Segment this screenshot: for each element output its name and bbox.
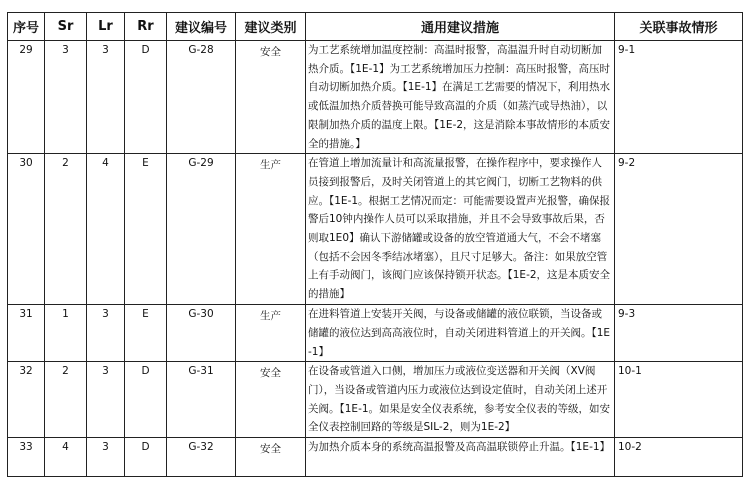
header-row	[8, 13, 743, 41]
cell-lr: 3	[87, 362, 125, 438]
header-sr: Sr	[45, 13, 87, 41]
header-lr: Lr	[87, 13, 125, 41]
table-row	[8, 305, 743, 362]
cell-no: 30	[8, 154, 45, 305]
cell-measure: 在管道上增加流量计和高流量报警，在操作程序中，要求操作人员接到报警后，及时关闭管道上的其它阀门，切断工艺物料的供应。【1E-1。根据工艺情况而定：可能需要设置声光报警，确保报警后10钟内操作人员可以采取措施，并且不会导致事故后果，否则取1E0】确认下游储罐或设备的放空管道通大气，不会不堵塞（包括不会因冬季结冰堵塞），且尺寸足够大。备注：如果放空管上有手动阀门，该阀门应该保持锁开状态。【1E-2，这是本质安全的措施】	[306, 154, 615, 305]
cell-lr: 3	[87, 41, 125, 154]
cell-scenario: 9-1	[615, 41, 743, 154]
header-no: 序号	[8, 13, 45, 41]
recommendation-table	[7, 12, 743, 477]
cell-sr: 2	[45, 154, 87, 305]
cell-code: G-32	[167, 438, 236, 477]
cell-scenario: 10-1	[615, 362, 743, 438]
cell-no: 31	[8, 305, 45, 362]
header-category: 建议类别	[236, 13, 306, 41]
cell-category: 生产	[236, 154, 306, 305]
cell-category: 生产	[236, 305, 306, 362]
table-row	[8, 154, 743, 305]
cell-rr: D	[125, 41, 167, 154]
cell-category: 安全	[236, 41, 306, 154]
cell-no: 33	[8, 438, 45, 477]
header-measure: 通用建议措施	[306, 13, 615, 41]
cell-measure: 为工艺系统增加温度控制：高温时报警，高温温升时自动切断加热介质。【1E-1】为工艺系统增加压力控制：高压时报警，高压时自动切断加热介质。【1E-1】在满足工艺需要的情况下，利用热水或低温加热介质替换可能导致高温的介质（如蒸汽或导热油），以限制加热介质的温度上限。【1E-2，这是消除本事故情形的本质安全的措施。】	[306, 41, 615, 154]
cell-category: 安全	[236, 362, 306, 438]
cell-sr: 1	[45, 305, 87, 362]
cell-measure: 为加热介质本身的系统高温报警及高高温联锁停止升温。【1E-1】	[306, 438, 615, 477]
header-scenario: 关联事故情形	[615, 13, 743, 41]
cell-scenario: 9-2	[615, 154, 743, 305]
cell-lr: 3	[87, 438, 125, 477]
cell-rr: E	[125, 305, 167, 362]
cell-category: 安全	[236, 438, 306, 477]
cell-lr: 3	[87, 305, 125, 362]
cell-rr: D	[125, 362, 167, 438]
cell-scenario: 9-3	[615, 305, 743, 362]
cell-rr: E	[125, 154, 167, 305]
cell-measure: 在设备或管道入口侧，增加压力或液位变送器和开关阀（XV阀门），当设备或管道内压力或液位达到设定值时，自动关闭上述开关阀。【1E-1。如果是安全仪表系统，参考安全仪表的等级，如安全仪表控制回路的等级是SIL-2，则为1E-2】	[306, 362, 615, 438]
cell-rr: D	[125, 438, 167, 477]
cell-code: G-29	[167, 154, 236, 305]
cell-sr: 3	[45, 41, 87, 154]
cell-code: G-28	[167, 41, 236, 154]
header-code: 建议编号	[167, 13, 236, 41]
cell-lr: 4	[87, 154, 125, 305]
cell-code: G-31	[167, 362, 236, 438]
cell-scenario: 10-2	[615, 438, 743, 477]
cell-sr: 4	[45, 438, 87, 477]
table-row	[8, 362, 743, 438]
cell-measure: 在进料管道上安装开关阀，与设备或储罐的液位联锁，当设备或储罐的液位达到高高液位时，自动关闭进料管道上的开关阀。【1E-1】	[306, 305, 615, 362]
cell-no: 32	[8, 362, 45, 438]
cell-sr: 2	[45, 362, 87, 438]
cell-code: G-30	[167, 305, 236, 362]
header-rr: Rr	[125, 13, 167, 41]
table-row	[8, 438, 743, 477]
cell-no: 29	[8, 41, 45, 154]
table-row	[8, 41, 743, 154]
